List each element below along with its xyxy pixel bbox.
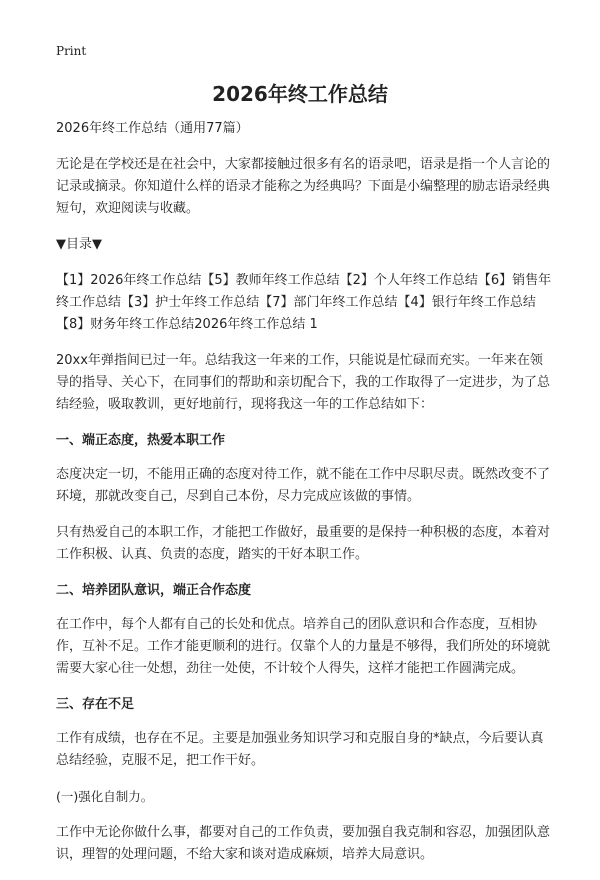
toc-heading: ▼目录▼ [56, 237, 102, 252]
section-heading: 三、存在不足 [56, 697, 135, 712]
intro-paragraph: 无论是在学校还是在社会中，大家都接触过很多有名的语录吧，语录是指一个人言论的记录或摘录。你知道什么样的语录才能称之为经典吗？下面是小编整理的励志语录经典短句，欢迎阅读与收藏。 [56, 157, 551, 216]
article-body [56, 118, 552, 880]
paragraph: 20xx年弹指间已过一年。总结我这一年来的工作，只能说是忙碌而充实。一年来在领导的指导、关心下，在同事们的帮助和亲切配合下，我的工作取得了一定进步，为了总结经验，吸取教训，更好地前行，现将我这一年的工作总结如下： [56, 353, 551, 412]
paragraph: 工作有成绩，也存在不足。主要是加强业务知识学习和克服自身的*缺点，今后要认真总结经验，克服不足，把工作干好。 [56, 731, 544, 768]
print-link[interactable]: Print [56, 44, 87, 58]
subtitle: 2026年终工作总结（通用77篇） [56, 121, 249, 136]
toc-list[interactable]: 【1】2026年终工作总结【5】教师年终工作总结【2】个人年终工作总结【6】销售年终工作总结【3】护士年终工作总结【7】部门年终工作总结【4】银行年终工作总结【8】财务年终工作总结2026年终工作总结 1 [56, 273, 552, 332]
sub-heading: (一)强化自制力。 [56, 789, 154, 804]
paragraph: 只有热爱自己的本职工作，才能把工作做好，最重要的是保持一种积极的态度，本着对工作积极、认真、负责的态度，踏实的干好本职工作。 [56, 525, 551, 562]
paragraph: 态度决定一切，不能用正确的态度对待工作，就不能在工作中尽职尽责。既然改变不了环境，那就改变自己，尽到自己本份，尽力完成应该做的事情。 [56, 467, 551, 504]
section-heading: 一、端正态度，热爱本职工作 [56, 433, 226, 448]
paragraph: 工作中无论你做什么事，都要对自己的工作负责，要加强自我克制和容忍，加强团队意识，理智的处理问题，不给大家和谈对造成麻烦，培养大局意识。 [56, 825, 551, 862]
paragraph: 在工作中，每个人都有自己的长处和优点。培养自己的团队意识和合作态度，互相协作，互补不足。工作才能更顺利的进行。仅靠个人的力量是不够得，我们所处的环境就需要大家心往一处想，劲往一处使，不计较个人得失，这样才能把工作圆满完成。 [56, 617, 551, 676]
section-heading: 二、培养团队意识，端正合作态度 [56, 583, 252, 598]
page-title: 2026年终工作总结 [212, 82, 388, 106]
